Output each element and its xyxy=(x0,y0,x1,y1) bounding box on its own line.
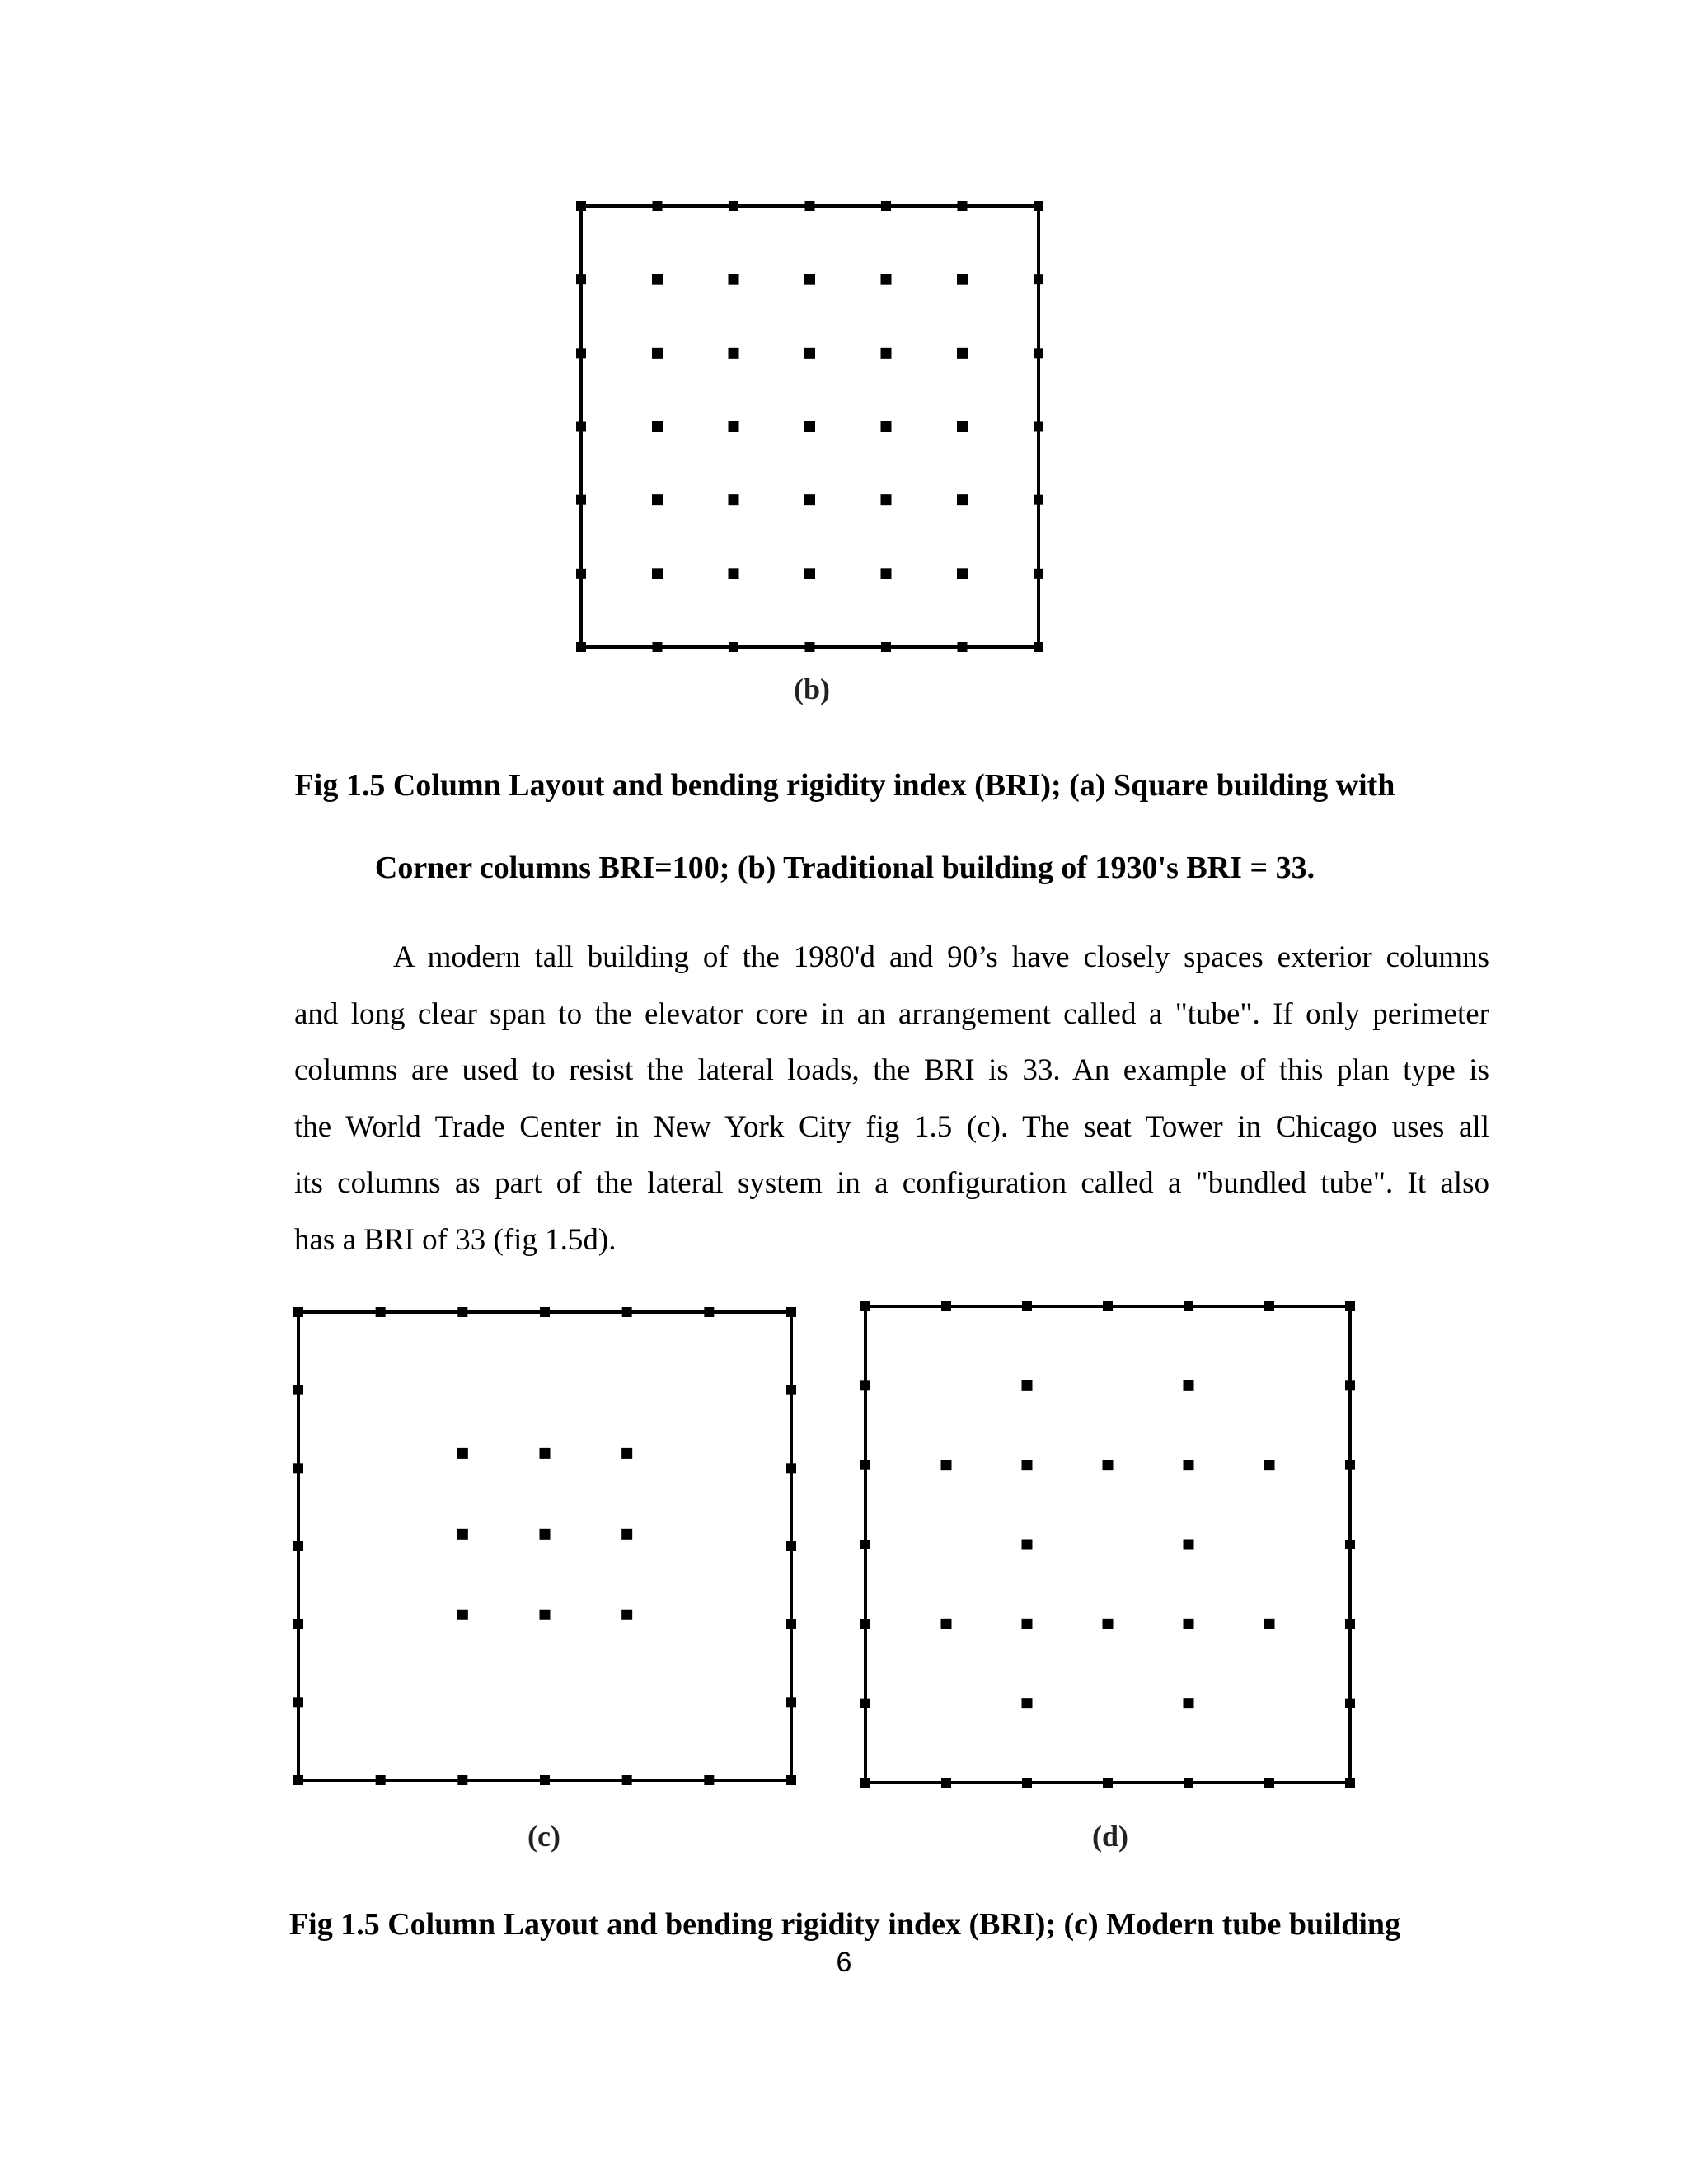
building-outline xyxy=(865,1306,1350,1783)
core-column xyxy=(457,1529,468,1540)
page-number: 6 xyxy=(836,1947,852,1978)
interior-column xyxy=(1022,1540,1033,1550)
perimeter-column xyxy=(576,201,586,211)
interior-column xyxy=(1184,1698,1194,1708)
interior-column xyxy=(957,494,968,505)
figure-caption-ab-line2: Corner columns BRI=100; (b) Traditional building of 1930's BRI = 33. xyxy=(374,851,1315,885)
interior-column xyxy=(881,568,892,579)
paragraph-line: and long clear span to the elevator core in an arrangement called a "tube". If only perimeter xyxy=(294,996,1489,1031)
paragraph-line: has a BRI of 33 (fig 1.5d). xyxy=(294,1222,617,1257)
perimeter-column xyxy=(786,1307,796,1317)
perimeter-column xyxy=(576,569,586,579)
interior-column xyxy=(729,274,739,285)
perimeter-column xyxy=(293,1541,303,1551)
core-column xyxy=(621,1529,632,1540)
perimeter-column xyxy=(786,1697,796,1707)
interior-column xyxy=(957,421,968,432)
interior-column xyxy=(1184,1380,1194,1391)
interior-column xyxy=(652,348,663,359)
perimeter-column xyxy=(1345,1540,1355,1549)
figure-caption-cd-line1: Fig 1.5 Column Layout and bending rigidity index (BRI); (c) Modern tube building xyxy=(288,1907,1401,1942)
perimeter-column xyxy=(1345,1460,1355,1470)
interior-column xyxy=(957,348,968,359)
figure-d-column-layout xyxy=(853,1294,1381,1863)
interior-column xyxy=(1184,1540,1194,1550)
perimeter-column xyxy=(786,1619,796,1629)
body-paragraph xyxy=(294,930,1489,1268)
perimeter-column xyxy=(1034,274,1043,284)
perimeter-column xyxy=(941,1778,951,1788)
interior-column xyxy=(881,274,892,285)
perimeter-column xyxy=(1103,1301,1113,1311)
perimeter-column xyxy=(1184,1301,1193,1311)
interior-column xyxy=(652,494,663,505)
perimeter-column xyxy=(881,642,891,652)
core-column xyxy=(540,1610,551,1620)
paragraph-line: columns are used to resist the lateral loads, the BRI is 33. An example of this plan type is xyxy=(294,1053,1489,1087)
interior-column xyxy=(957,274,968,285)
perimeter-column xyxy=(376,1307,386,1317)
interior-column xyxy=(1264,1460,1275,1470)
perimeter-column xyxy=(622,1775,632,1785)
perimeter-column xyxy=(1022,1301,1032,1311)
perimeter-column xyxy=(958,642,968,652)
figure-b-label: (b) xyxy=(794,673,830,705)
interior-column xyxy=(652,274,663,285)
perimeter-column xyxy=(881,201,891,211)
perimeter-column xyxy=(540,1307,550,1317)
perimeter-column xyxy=(293,1775,303,1785)
core-column xyxy=(621,1610,632,1620)
interior-column xyxy=(652,568,663,579)
interior-column xyxy=(729,421,739,432)
perimeter-column xyxy=(1345,1619,1355,1629)
perimeter-column xyxy=(1345,1778,1355,1788)
interior-column xyxy=(804,274,815,285)
core-column xyxy=(540,1448,551,1459)
interior-column xyxy=(1022,1460,1033,1470)
perimeter-column xyxy=(576,274,586,284)
interior-column xyxy=(804,421,815,432)
perimeter-column xyxy=(704,1307,714,1317)
interior-column xyxy=(957,568,968,579)
interior-column xyxy=(804,348,815,359)
interior-column xyxy=(881,421,892,432)
figure-c-label: (c) xyxy=(528,1820,560,1853)
interior-column xyxy=(1022,1619,1033,1629)
interior-column xyxy=(1184,1619,1194,1629)
perimeter-column xyxy=(1345,1699,1355,1708)
core-column xyxy=(457,1448,468,1459)
perimeter-column xyxy=(540,1775,550,1785)
perimeter-column xyxy=(1184,1778,1193,1788)
perimeter-column xyxy=(786,1541,796,1551)
interior-column xyxy=(729,568,739,579)
interior-column xyxy=(941,1460,952,1470)
perimeter-column xyxy=(1345,1301,1355,1311)
interior-column xyxy=(1184,1460,1194,1470)
perimeter-column xyxy=(1034,422,1043,432)
perimeter-column xyxy=(576,642,586,652)
perimeter-column xyxy=(786,1463,796,1473)
perimeter-column xyxy=(1034,642,1043,652)
interior-column xyxy=(652,421,663,432)
perimeter-column xyxy=(293,1463,303,1473)
perimeter-column xyxy=(704,1775,714,1785)
perimeter-column xyxy=(805,201,815,211)
figure-caption-ab-line1: Fig 1.5 Column Layout and bending rigidity index (BRI); (a) Square building with xyxy=(294,768,1395,803)
perimeter-column xyxy=(729,201,738,211)
interior-column xyxy=(804,568,815,579)
perimeter-column xyxy=(1034,348,1043,358)
perimeter-column xyxy=(376,1775,386,1785)
paragraph-line: the World Trade Center in New York City fig 1.5 (c). The seat Tower in Chicago uses all xyxy=(294,1109,1489,1144)
paragraph-line: A modern tall building of the 1980'd and 90’s have closely spaces exterior columns xyxy=(393,940,1489,974)
interior-column xyxy=(1264,1619,1275,1629)
perimeter-column xyxy=(1264,1778,1274,1788)
building-outline xyxy=(298,1312,791,1780)
perimeter-column xyxy=(958,201,968,211)
perimeter-column xyxy=(729,642,738,652)
interior-column xyxy=(729,494,739,505)
figure-b-column-layout xyxy=(569,188,1063,715)
perimeter-column xyxy=(576,422,586,432)
perimeter-column xyxy=(860,1301,870,1311)
perimeter-column xyxy=(860,1460,870,1470)
figure-b-plan xyxy=(569,188,1063,715)
interior-column xyxy=(1022,1698,1033,1708)
perimeter-column xyxy=(860,1699,870,1708)
interior-column xyxy=(1022,1380,1033,1391)
perimeter-column xyxy=(293,1619,303,1629)
figure-d-plan xyxy=(853,1294,1381,1863)
perimeter-column xyxy=(941,1301,951,1311)
perimeter-column xyxy=(293,1385,303,1395)
interior-column xyxy=(1103,1619,1114,1629)
interior-column xyxy=(881,494,892,505)
perimeter-column xyxy=(1034,495,1043,505)
interior-column xyxy=(804,494,815,505)
interior-column xyxy=(881,348,892,359)
perimeter-column xyxy=(786,1775,796,1785)
perimeter-column xyxy=(622,1307,632,1317)
core-column xyxy=(457,1610,468,1620)
perimeter-column xyxy=(293,1307,303,1317)
perimeter-column xyxy=(1022,1778,1032,1788)
perimeter-column xyxy=(1264,1301,1274,1311)
perimeter-column xyxy=(860,1778,870,1788)
figure-c-column-layout xyxy=(288,1294,816,1863)
perimeter-column xyxy=(1034,569,1043,579)
perimeter-column xyxy=(1103,1778,1113,1788)
perimeter-column xyxy=(293,1697,303,1707)
perimeter-column xyxy=(576,495,586,505)
perimeter-column xyxy=(786,1385,796,1395)
perimeter-column xyxy=(653,201,663,211)
perimeter-column xyxy=(1034,201,1043,211)
perimeter-column xyxy=(860,1619,870,1629)
perimeter-column xyxy=(860,1380,870,1390)
core-column xyxy=(540,1529,551,1540)
perimeter-column xyxy=(860,1540,870,1549)
perimeter-column xyxy=(457,1775,467,1785)
figure-d-label: (d) xyxy=(1092,1820,1128,1853)
perimeter-column xyxy=(457,1307,467,1317)
interior-column xyxy=(1103,1460,1114,1470)
interior-column xyxy=(941,1619,952,1629)
figure-c-plan xyxy=(288,1294,816,1863)
core-column xyxy=(621,1448,632,1459)
perimeter-column xyxy=(805,642,815,652)
paragraph-line: its columns as part of the lateral system in a configuration called a "bundled tube". It also xyxy=(294,1166,1489,1200)
interior-column xyxy=(729,348,739,359)
perimeter-column xyxy=(1345,1380,1355,1390)
perimeter-column xyxy=(653,642,663,652)
perimeter-column xyxy=(576,348,586,358)
